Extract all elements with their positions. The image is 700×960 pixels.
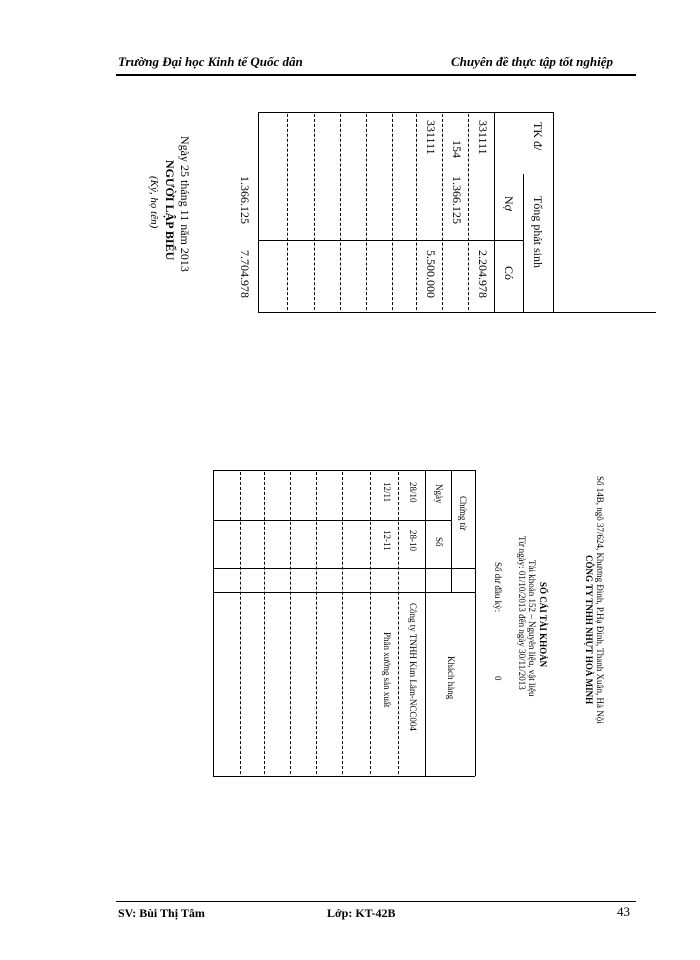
signature-title: NGƯỜI LẬP BIỂU xyxy=(163,160,177,261)
page-number: 43 xyxy=(617,904,630,919)
ledger-company: CÔNG TY TNHH NHỰT HOÀ MINH xyxy=(584,555,594,705)
total-credit: 7.704.978 xyxy=(238,250,252,298)
row3-account: 331111 xyxy=(424,120,438,155)
ledger-col-voucher: Chứng từ xyxy=(458,496,468,531)
ledger-row1-date: 28/10 xyxy=(408,482,418,503)
signature-date: Ngày 25 tháng 11 năm 2013 xyxy=(178,136,192,272)
ledger-col-date: Ngày xyxy=(434,484,444,504)
ledger-account: Tài khoản 152 – Nguyên liệu, vật liệu xyxy=(527,560,537,697)
ledger-row2-date: 12/11 xyxy=(382,482,392,503)
ledger-col-customer: Khách hàng xyxy=(446,656,456,700)
total-debit: 1.366.125 xyxy=(238,176,252,224)
col-debit-header: Nợ xyxy=(502,196,516,212)
ledger-address: Số 14B, ngõ 37/624, Khương Đình, P.Hạ Đình, Thanh Xuân, Hà Nội xyxy=(595,476,605,724)
ledger-period: Từ ngày: 01/10/2013 đến ngày 30/11/2013 xyxy=(517,536,527,690)
ledger-col-number: Số xyxy=(434,537,444,547)
signature-note: (Ký, họ tên) xyxy=(148,176,160,229)
ledger-row1-number: 28-10 xyxy=(408,530,418,551)
header-right: Chuyên đề thực tập tốt nghiệp xyxy=(451,54,613,69)
ledger-row1-customer: Công ty TNHH Kim Lâm-NCC004 xyxy=(408,603,418,731)
footer-student: SV: Bùi Thị Tâm xyxy=(118,906,205,920)
ledger-row2-number: 12-11 xyxy=(382,530,392,551)
footer-rule xyxy=(116,901,636,902)
ledger-opening-label: Số dư đầu kỳ: xyxy=(493,562,503,613)
footer-class: Lớp: KT-42B xyxy=(327,906,396,920)
row1-account: 331111 xyxy=(476,120,490,155)
ledger-title: SỔ CÁI TÀI KHOẢN xyxy=(538,582,548,668)
row1-credit: 2.204.978 xyxy=(476,250,490,298)
header-left: Trường Đại học Kinh tế Quốc dân xyxy=(118,54,303,69)
col-total-header: Tổng phát sinh xyxy=(531,196,545,268)
ledger-row2-customer: Phân xưởng sản xuất xyxy=(382,632,392,708)
col-account-header: TK đ/ xyxy=(531,122,545,151)
row2-account: 154 xyxy=(450,140,464,158)
row2-debit: 1.366.125 xyxy=(450,176,464,224)
col-credit-header: Có xyxy=(502,266,516,281)
header-rule xyxy=(116,74,636,76)
row3-credit: 5.500.000 xyxy=(424,250,438,298)
ledger-opening-value: 0 xyxy=(493,676,503,681)
